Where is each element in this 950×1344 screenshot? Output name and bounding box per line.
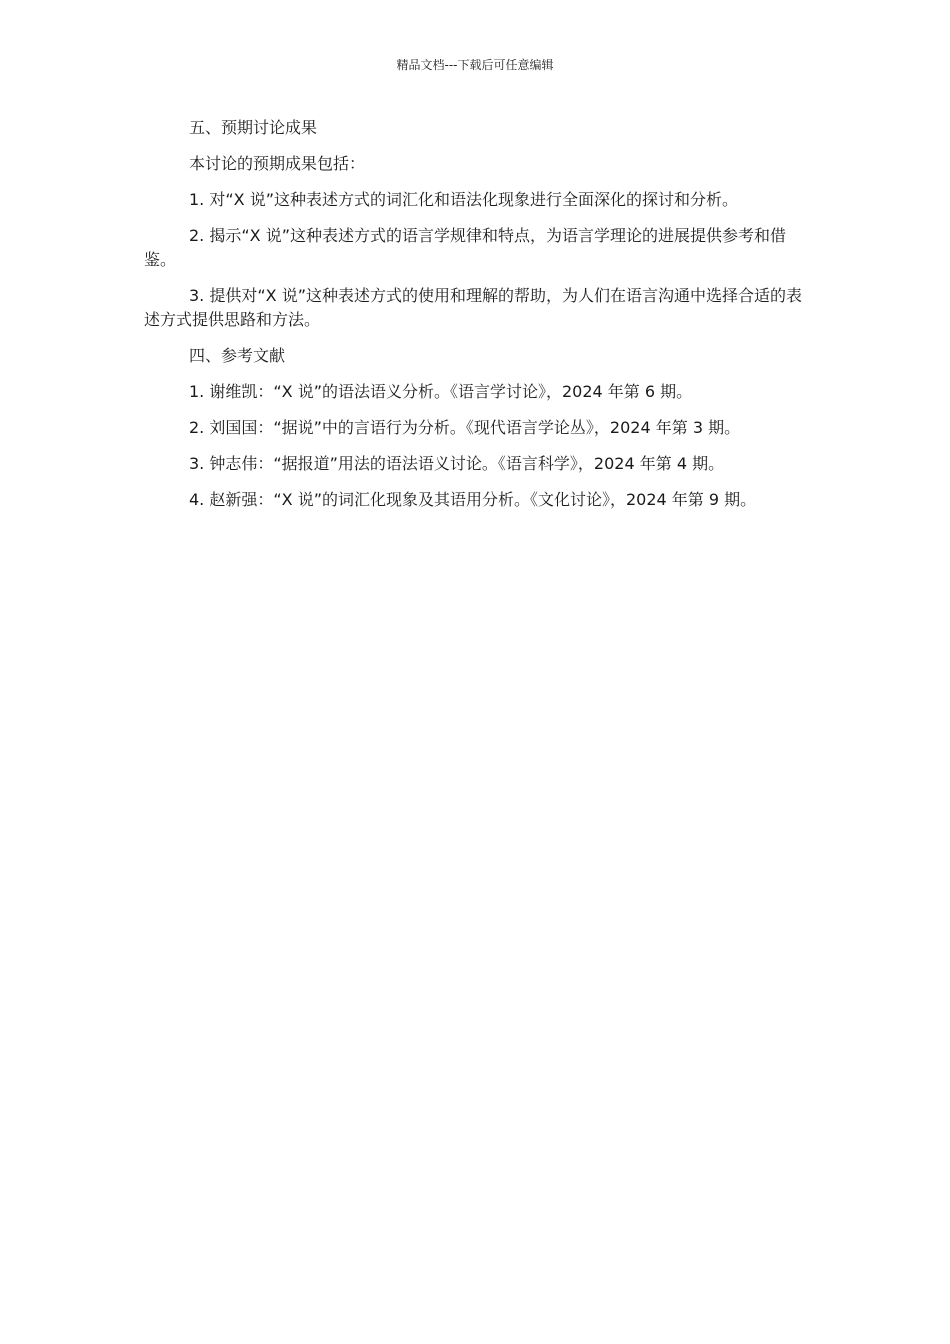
reference-item-3: 3. 钟志伟：“据报道”用法的语法语义讨论。《语言科学》，2024 年第 4 期。 xyxy=(189,454,725,473)
paragraph-intro: 本讨论的预期成果包括： xyxy=(189,154,366,173)
reference-item-1: 1. 谢维凯：“X 说”的语法语义分析。《语言学讨论》，2024 年第 6 期。 xyxy=(189,382,693,401)
result-item-1: 1. 对“X 说”这种表述方式的词汇化和语法化现象进行全面深化的探讨和分析。 xyxy=(189,190,738,209)
document-body xyxy=(144,116,816,524)
reference-item-4: 4. 赵新强：“X 说”的词汇化现象及其语用分析。《文化讨论》，2024 年第 9 期。 xyxy=(189,490,757,509)
result-item-3: 3. 提供对“X 说”这种表述方式的使用和理解的帮助，为人们在语言沟通中选择合适的表述方式提供思路和方法。 xyxy=(144,286,802,329)
reference-item-2: 2. 刘国国：“据说”中的言语行为分析。《现代语言学论丛》，2024 年第 3 期。 xyxy=(189,418,741,437)
page-header: 精品文档---下载后可任意编辑 xyxy=(396,58,554,72)
section-heading-expected-results: 五、预期讨论成果 xyxy=(189,118,318,137)
section-heading-references: 四、参考文献 xyxy=(189,346,286,365)
result-item-2: 2. 揭示“X 说”这种表述方式的语言学规律和特点，为语言学理论的进展提供参考和借鉴。 xyxy=(144,226,786,269)
